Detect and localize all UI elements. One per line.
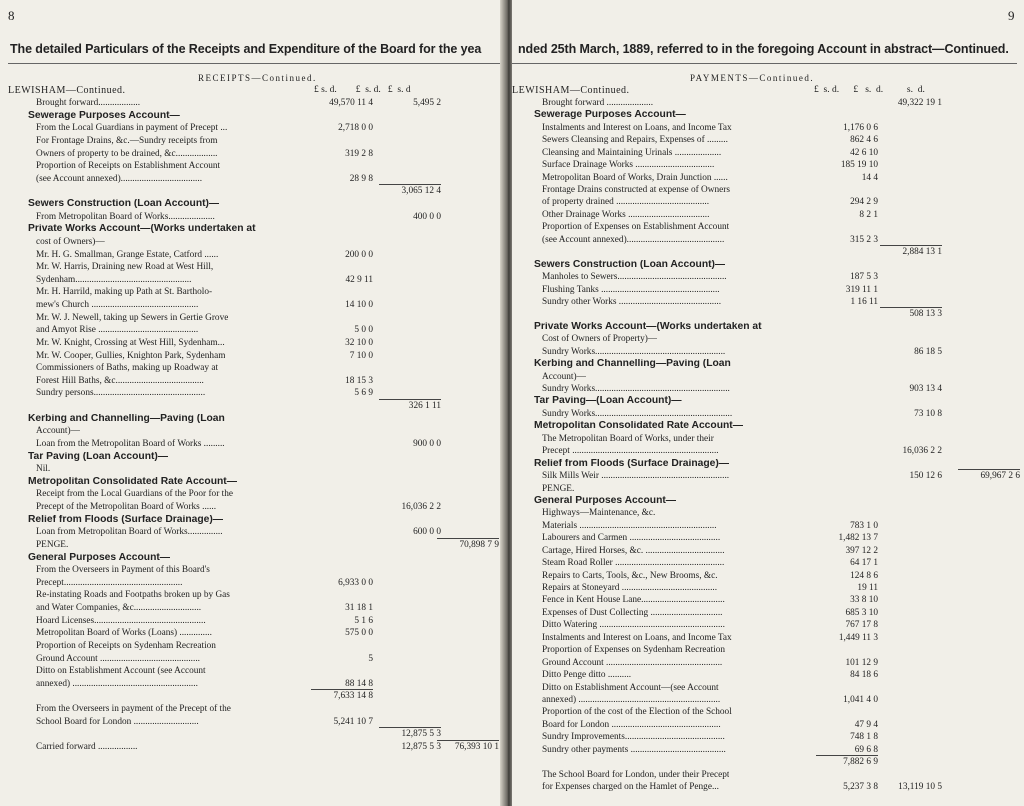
line-text: Instalments and Interest on Loans, and Income Tax [542,633,732,643]
sum-rule [437,740,499,741]
line-text: Mr. W. Harris, Draining new Road at West Hill, [36,262,214,272]
amount-a: 2,718 0 0 [338,123,373,133]
line-text: Sundry Works........................................................... [542,409,733,419]
line-text: Ditto on Establishment Account—(see Account [542,683,719,693]
line-text: Mr. W. Cooper, Gullies, Knighton Park, Sydenham [36,351,226,361]
amount-a: 748 1 8 [850,732,878,742]
line-text: Commissioners of Baths, making up Roadway at [36,363,219,373]
line-text: From Metropolitan Board of Works.................... [36,212,215,222]
amount-a: 200 0 0 [345,250,373,260]
page-number-left: 8 [8,8,15,23]
line-text: Proportion of the cost of the Election of the School [542,707,732,717]
account-heading: Kerbing and Channelling—Paving (Loan [28,414,225,424]
line-text: Sundry other payments ......................................... [542,745,726,755]
amount-a: 783 1 0 [850,521,878,531]
amount-b: 12,875 5 3 [401,742,441,752]
line-text: Cartage, Hired Horses, &c. .................................. [542,546,725,556]
line-text: and Water Companies, &c............................. [36,603,202,613]
amount-c: 69,967 2 6 [980,471,1020,481]
amount-a: 685 3 10 [845,608,878,618]
amount-a: 33 8 10 [850,595,878,605]
account-heading: Private Works Account—(Works undertaken at [534,322,762,332]
title-rule-right [512,63,1017,64]
line-text: Forest Hill Baths, &c...................................... [36,376,204,386]
line-text: Metropolitan Board of Works (Loans) .............. [36,628,212,638]
line-text: Board for London ............................................... [542,720,721,730]
amount-a: 124 8 6 [850,571,878,581]
amount-a: 5,241 10 7 [333,717,373,727]
column-heads-right: £ s. d. £ s. d. s. d. [814,85,925,95]
line-text: Materials ........................................................... [542,521,717,531]
line-text: Account)— [542,372,586,382]
amount-a: 8 2 1 [859,210,878,220]
amount-a: 5 1 6 [354,616,373,626]
line-text: Surface Drainage Works .................................. [542,160,715,170]
page-title-right: nded 25th March, 1889, referred to in the foregoing Account in abstract—Continued. [518,42,1009,56]
amount-a: 88 14 8 [345,679,373,689]
line-text: Receipt from the Local Guardians of the Poor for the [36,489,233,499]
amount-a: 5 0 0 [354,325,373,335]
line-text: Proportion of Receipts on Sydenham Recreation [36,641,216,651]
amount-a: 397 12 2 [845,546,878,556]
sum-rule [958,469,1020,470]
account-heading: Relief from Floods (Surface Drainage)— [534,459,730,469]
line-text: Nil. [36,464,51,474]
account-heading: Metropolitan Consolidated Rate Account— [534,421,743,431]
line-text: and Amyot Rise ........................................... [36,325,199,335]
amount-a: 5,237 3 8 [843,782,878,792]
account-heading: Sewerage Purposes Account— [534,110,686,120]
line-text: Proportion of Receipts on Establishment Account [36,161,221,171]
line-text: annexed) ...................................................... [36,679,198,689]
amount-b: 3,065 12 4 [401,186,441,196]
line-text: Sundry Improvements........................................... [542,732,725,742]
amount-a: 1,176 0 6 [843,123,878,133]
section-receipts: RECEIPTS—Continued. [198,73,317,83]
line-text: Instalments and Interest on Loans, and Income Tax [542,123,732,133]
amount-a: 19 11 [857,583,878,593]
title-rule-left [8,63,500,64]
amount-a: 31 18 1 [345,603,373,613]
amount-a: 294 2 9 [850,197,878,207]
amount-b: 508 13 3 [909,309,942,319]
line-text: Other Drainage Works ................................... [542,210,710,220]
amount-a: 64 17 1 [850,558,878,568]
amount-a: 69 6 8 [854,745,878,755]
line-text: annexed) ............................................................. [542,695,721,705]
line-text: Precept ............................................................... [542,446,719,456]
line-text: (see Account annexed).......................................... [542,235,725,245]
line-text: From the Overseers in payment of the Precept of the [36,704,231,714]
amount-a: 1,482 13 7 [838,533,878,543]
amount-c: 70,898 7 9 [459,540,499,550]
amount-a: 7,882 6 9 [843,757,878,767]
amount-a: 319 11 1 [845,285,878,295]
account-heading: Tar Paving (Loan Account)— [28,452,169,462]
line-text: From the Overseers in Payment of this Board's [36,565,210,575]
amount-a: 84 18 6 [850,670,878,680]
sum-rule [880,245,942,246]
amount-a: 862 4 6 [850,135,878,145]
amount-b: 326 1 11 [408,401,441,411]
line-text: Brought forward .................... [542,98,654,108]
line-text: Fence in Kent House Lane.................................... [542,595,725,605]
line-text: Repairs at Stoneyard ......................................... [542,583,718,593]
amount-a: 14 4 [861,173,878,183]
section-payments: PAYMENTS—Continued. [690,73,815,83]
amount-b: 12,875 5 3 [401,729,441,739]
line-text: Sundry Works.......................................................... [542,384,730,394]
line-text: The School Board for London, under their Precept [542,770,730,780]
line-text: Precept of the Metropolitan Board of Works ...... [36,502,217,512]
line-text: Account)— [36,426,80,436]
left-page [0,0,503,806]
sum-rule [379,399,441,400]
line-text: The Metropolitan Board of Works, under their [542,434,714,444]
sum-rule [311,689,373,690]
line-text: Loan from the Metropolitan Board of Works ......... [36,439,225,449]
line-text: From the Local Guardians in payment of Precept ... [36,123,228,133]
line-text: Loan from Metropolitan Board of Works............... [36,527,223,537]
amount-a: 32 10 0 [345,338,373,348]
line-text: Sewers Cleansing and Repairs, Expenses of ......... [542,135,728,145]
line-text: Ditto on Establishment Account (see Account [36,666,206,676]
line-text: Metropolitan Board of Works, Drain Junction ...... [542,173,728,183]
sum-rule [379,184,441,185]
amount-a: 319 2 8 [345,149,373,159]
amount-a: 187 5 3 [850,272,878,282]
amount-b: 150 12 6 [909,471,942,481]
line-text: Expenses of Dust Collecting ............................... [542,608,723,618]
line-text: Hoard Licenses................................................ [36,616,206,626]
line-text: Cleansing and Maintaining Urinals .................... [542,148,722,158]
amount-a: 5 [368,654,373,664]
line-text: Mr. W. Knight, Crossing at West Hill, Sydenham... [36,338,225,348]
line-text: Owners of property to be drained, &c.................. [36,149,218,159]
line-text: Ditto Penge ditto .......... [542,670,632,680]
account-heading: General Purposes Account— [28,553,171,563]
amount-a: 14 10 0 [345,300,373,310]
amount-a: 42 6 10 [850,148,878,158]
amount-b: 73 10 8 [914,409,942,419]
amount-b: 86 18 5 [914,347,942,357]
line-text: Sundry Works........................................................ [542,347,726,357]
line-text: of property drained ........................................ [542,197,710,207]
amount-a: 47 9 4 [854,720,878,730]
amount-b: 16,036 2 2 [902,446,942,456]
right-page [512,0,1024,806]
amount-a: 1,449 11 3 [838,633,878,643]
line-text: Re-instating Roads and Footpaths broken up by Gas [36,590,230,600]
amount-a: 6,933 0 0 [338,578,373,588]
sum-rule [379,727,441,728]
line-text: Manholes to Sewers............................................... [542,272,727,282]
line-text: Flushing Tanks ................................................... [542,285,720,295]
page-title-left: The detailed Particulars of the Receipts and Expenditure of the Board for the yea [10,42,482,56]
district-lewisham-right: LEWISHAM—Continued. [512,85,630,96]
amount-b: 5,495 2 [413,98,441,108]
amount-a: 767 17 8 [845,620,878,630]
account-heading: Tar Paving—(Loan Account)— [534,396,682,406]
amount-b: 49,322 19 1 [897,98,942,108]
line-text: Brought forward.................. [36,98,141,108]
amount-a: 575 0 0 [345,628,373,638]
account-heading: Private Works Account—(Works undertaken at [28,224,256,234]
amount-b: 400 0 0 [413,212,441,222]
line-text: Highways—Maintenance, &c. [542,508,656,518]
page-number-right: 9 [1008,8,1015,23]
amount-a: 1,041 4 0 [843,695,878,705]
account-heading: Metropolitan Consolidated Rate Account— [28,477,237,487]
line-text: School Board for London ............................ [36,717,199,727]
line-text: Sundry persons................................................ [36,388,206,398]
amount-a: 185 19 10 [840,160,878,170]
line-text: Cost of Owners of Property)— [542,334,658,344]
amount-b: 900 0 0 [413,439,441,449]
amount-a: 1 16 11 [850,297,878,307]
account-heading: Relief from Floods (Surface Drainage)— [28,515,224,525]
line-text: Ground Account ........................................... [36,654,200,664]
line-text: Mr. H. Harrild, making up Path at St. Bartholo- [36,287,213,297]
amount-a: 7 10 0 [349,351,373,361]
line-text: for Expenses charged on the Hamlet of Penge... [542,782,719,792]
account-heading: Kerbing and Channelling—Paving (Loan [534,359,731,369]
line-text: Ground Account .................................................. [542,658,723,668]
line-text: Carried forward ................. [36,742,138,752]
line-text: Labourers and Carmen ....................................... [542,533,721,543]
line-text: Silk Mills Weir ....................................................... [542,471,730,481]
amount-a: 7,633 14 8 [333,691,373,701]
line-text: Frontage Drains constructed at expense of Owners [542,185,730,195]
sum-rule [880,307,942,308]
line-text: PENGE. [542,484,575,494]
line-text: Repairs to Carts, Tools, &c., New Brooms, &c. [542,571,718,581]
line-text: Mr. H. G. Smallman, Grange Estate, Catford ...... [36,250,219,260]
line-text: Sundry other Works ............................................ [542,297,722,307]
amount-b: 2,884 13 1 [902,247,942,257]
account-heading: Sewerage Purposes Account— [28,111,180,121]
sum-rule [816,755,878,756]
line-text: mew's Church .............................................. [36,300,199,310]
amount-a: 49,570 11 4 [329,98,373,108]
amount-b: 600 0 0 [413,527,441,537]
line-text: Proportion of Expenses on Establishment Account [542,222,730,232]
line-text: Ditto Watering ...................................................... [542,620,725,630]
account-heading: General Purposes Account— [534,496,677,506]
line-text: (see Account annexed)................................... [36,174,203,184]
district-lewisham-left: LEWISHAM—Continued. [8,85,126,96]
amount-a: 18 15 3 [345,376,373,386]
amount-b: 16,036 2 2 [401,502,441,512]
amount-a: 42 9 11 [345,275,373,285]
line-text: Mr. W. J. Newell, taking up Sewers in Gertie Grove [36,313,229,323]
amount-c: 76,393 10 1 [454,742,499,752]
line-text: cost of Owners)— [36,237,105,247]
line-text: Proportion of Expenses on Sydenham Recreation [542,645,726,655]
amount-a: 28 9 8 [349,174,373,184]
column-heads-left: £ s. d. £ s. d. £ s. d [314,85,411,95]
amount-a: 101 12 9 [845,658,878,668]
line-text: For Frontage Drains, &c.—Sundry receipts from [36,136,218,146]
line-text: Steam Road Roller ............................................... [542,558,725,568]
account-heading: Sewers Construction (Loan Account)— [534,260,726,270]
line-text: PENGE. [36,540,69,550]
amount-b: 13,119 10 5 [898,782,942,792]
amount-b: 903 13 4 [909,384,942,394]
line-text: Sydenham.................................................. [36,275,192,285]
account-heading: Sewers Construction (Loan Account)— [28,199,220,209]
sum-rule [437,538,499,539]
line-text: Precept................................................... [36,578,183,588]
amount-a: 315 2 3 [850,235,878,245]
amount-a: 5 6 9 [354,388,373,398]
